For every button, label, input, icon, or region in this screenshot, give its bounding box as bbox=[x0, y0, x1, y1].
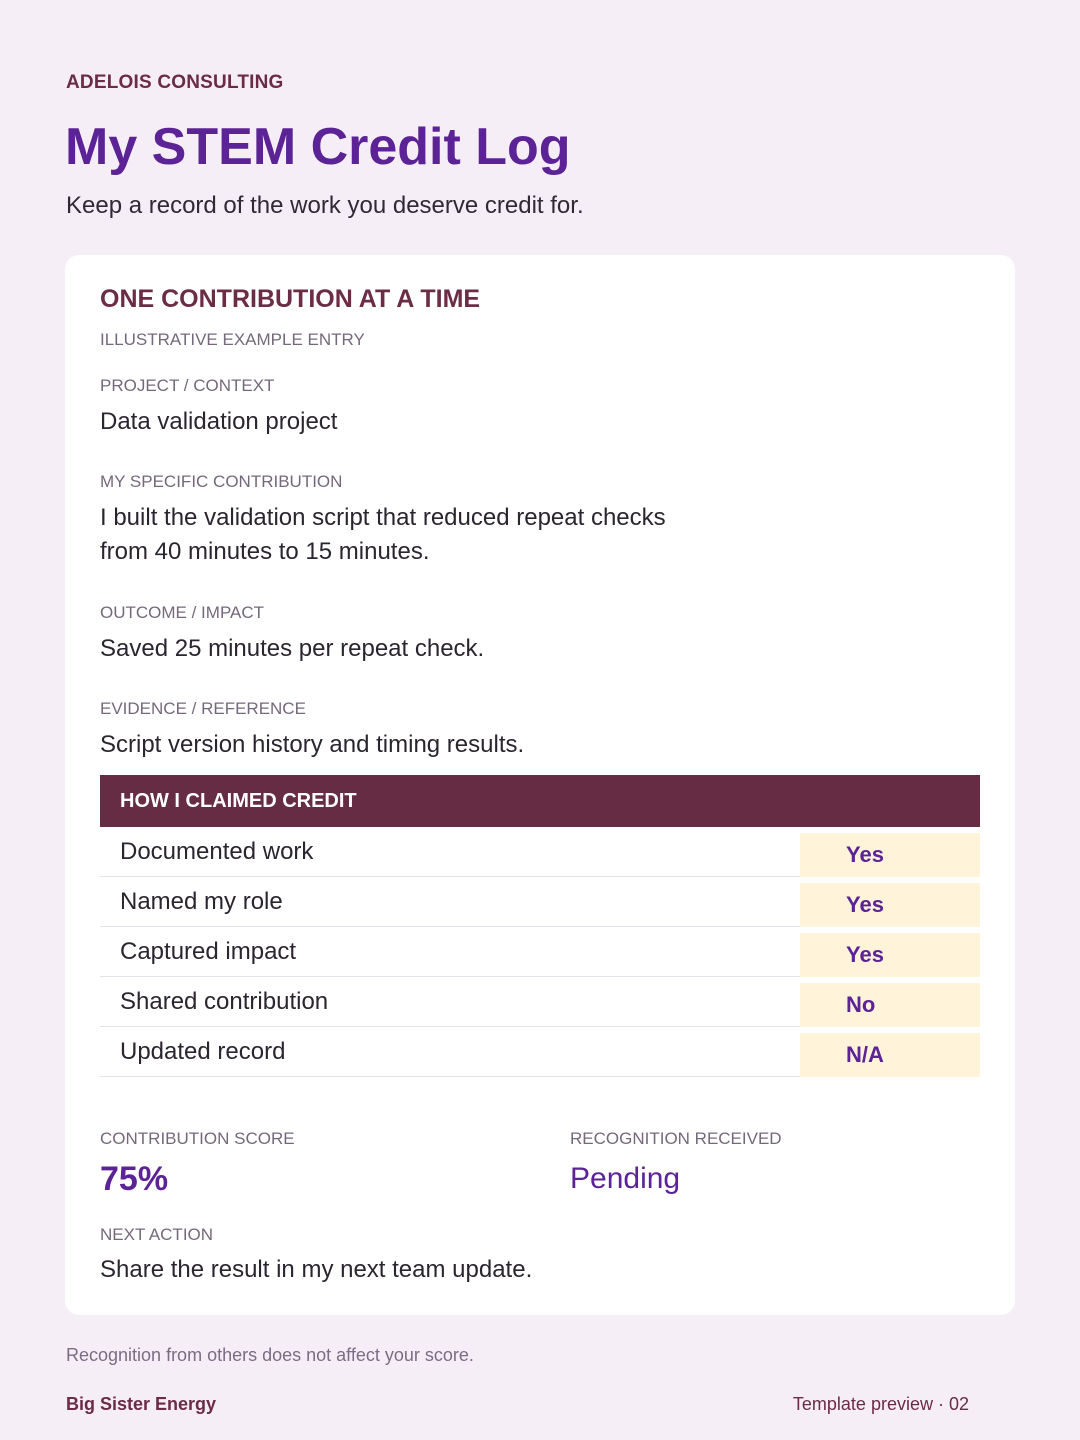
claim-row-value: No bbox=[800, 983, 980, 1027]
credit-log-card bbox=[65, 255, 1015, 1315]
outcome-label: OUTCOME / IMPACT bbox=[100, 603, 265, 622]
footer-page-label: Template preview · 02 bbox=[792, 1394, 969, 1414]
claim-row-label: Named my role bbox=[120, 888, 283, 915]
outcome-value: Saved 25 minutes per repeat check. bbox=[100, 635, 485, 662]
evidence-value: Script version history and timing results. bbox=[100, 731, 525, 758]
page-title: My STEM Credit Log bbox=[65, 118, 571, 176]
claim-row bbox=[100, 827, 980, 877]
claim-row-value: Yes bbox=[800, 833, 980, 877]
next-action-label: NEXT ACTION bbox=[100, 1225, 214, 1244]
claim-row bbox=[100, 877, 980, 927]
page-subtitle: Keep a record of the work you deserve credit for. bbox=[66, 192, 584, 219]
footer-brand: Big Sister Energy bbox=[66, 1394, 217, 1414]
recognition-status: Pending bbox=[570, 1162, 681, 1195]
card-heading: ONE CONTRIBUTION AT A TIME bbox=[100, 285, 481, 313]
claim-row bbox=[100, 977, 980, 1027]
project-value: Data validation project bbox=[100, 408, 338, 435]
contribution-score: 75% bbox=[100, 1160, 169, 1198]
claim-row bbox=[100, 1027, 980, 1077]
claim-table-header: HOW I CLAIMED CREDIT bbox=[100, 775, 980, 827]
claim-credit-table bbox=[100, 775, 980, 1077]
claim-row-label: Documented work bbox=[120, 838, 314, 865]
project-label: PROJECT / CONTEXT bbox=[100, 376, 275, 395]
claim-row bbox=[100, 927, 980, 977]
claim-row-value: N/A bbox=[800, 1033, 980, 1077]
card-subheading: ILLUSTRATIVE EXAMPLE ENTRY bbox=[100, 330, 365, 349]
claim-row-value: Yes bbox=[800, 883, 980, 927]
evidence-label: EVIDENCE / REFERENCE bbox=[100, 699, 306, 718]
claim-row-label: Captured impact bbox=[120, 938, 297, 965]
next-action-value: Share the result in my next team update. bbox=[100, 1256, 533, 1283]
claim-row-label: Shared contribution bbox=[120, 988, 329, 1015]
claim-row-label: Updated record bbox=[120, 1038, 286, 1065]
brand-name: ADELOIS CONSULTING bbox=[66, 72, 284, 93]
claim-row-value: Yes bbox=[800, 933, 980, 977]
contribution-label: MY SPECIFIC CONTRIBUTION bbox=[100, 472, 343, 491]
recognition-label: RECOGNITION RECEIVED bbox=[570, 1129, 782, 1148]
footnote: Recognition from others does not affect your score. bbox=[66, 1345, 474, 1365]
score-label: CONTRIBUTION SCORE bbox=[100, 1129, 295, 1148]
contribution-value: I built the validation script that reduced repeat checks from 40 minutes to 15 minutes. bbox=[100, 504, 666, 565]
